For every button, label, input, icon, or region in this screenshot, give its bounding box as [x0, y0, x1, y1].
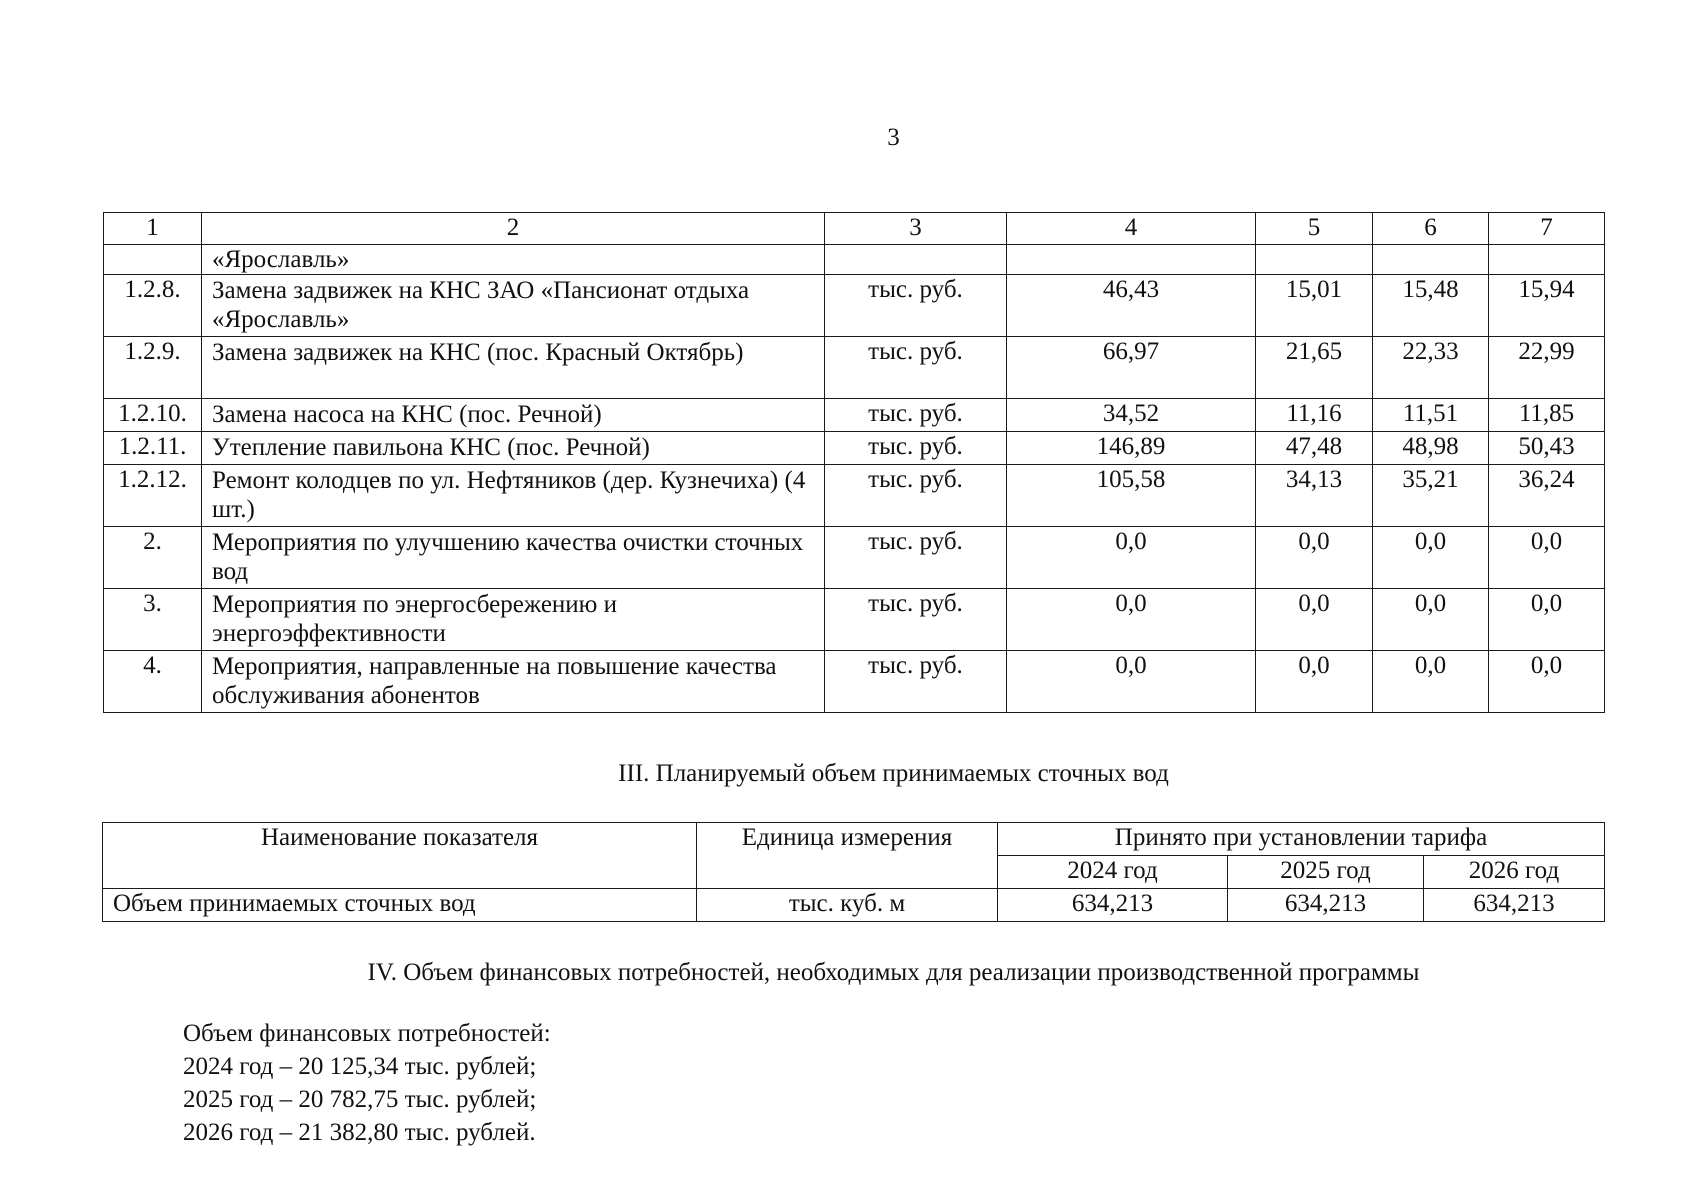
table-header-row: [104, 213, 1605, 245]
row-number: 1.2.12.: [104, 465, 202, 527]
row-value-2025: 634,213: [1228, 889, 1424, 922]
row-2025: 0,0: [1373, 651, 1489, 713]
row-2024: 0,0: [1256, 527, 1373, 589]
page-number: 3: [887, 124, 900, 151]
column-number-1: 1: [104, 213, 202, 245]
row-total: 146,89: [1007, 432, 1256, 465]
table-row: [104, 275, 1605, 337]
row-2025: 48,98: [1373, 432, 1489, 465]
row-2024: 21,65: [1256, 337, 1373, 399]
row-unit: тыс. руб.: [825, 432, 1007, 465]
table-row: [104, 337, 1605, 399]
row-name: Объем принимаемых сточных вод: [103, 889, 697, 922]
row-number: 1.2.10.: [104, 399, 202, 432]
row-unit: тыс. руб.: [825, 399, 1007, 432]
continuation-row: [104, 245, 1605, 275]
row-unit: тыс. руб.: [825, 275, 1007, 337]
row-2025: 0,0: [1373, 589, 1489, 651]
table-row: [104, 465, 1605, 527]
measures-table: [103, 212, 1605, 713]
row-2026: 15,94: [1489, 275, 1605, 337]
row-unit: тыс. куб. м: [697, 889, 998, 922]
header-year-2025: 2025 год: [1228, 856, 1424, 889]
row-2024: 15,01: [1256, 275, 1373, 337]
row-value-2026: 634,213: [1424, 889, 1605, 922]
row-unit: тыс. руб.: [825, 651, 1007, 713]
row-name: Мероприятия по энергосбережению и энергоэффективности: [202, 589, 825, 651]
row-number: 1.2.11.: [104, 432, 202, 465]
row-total: 66,97: [1007, 337, 1256, 399]
continuation-text: «Ярославль»: [202, 245, 825, 275]
row-2025: 11,51: [1373, 399, 1489, 432]
row-2024: 0,0: [1256, 651, 1373, 713]
row-total: 0,0: [1007, 651, 1256, 713]
header-year-2026: 2026 год: [1424, 856, 1605, 889]
row-total: 46,43: [1007, 275, 1256, 337]
wastewater-volume-table: [102, 822, 1605, 922]
finance-block: [183, 1017, 551, 1149]
row-number: 1.2.9.: [104, 337, 202, 399]
finance-line-2024: 2024 год – 20 125,34 тыс. рублей;: [183, 1053, 537, 1080]
header-unit: Единица измерения: [697, 823, 998, 889]
row-number: 4.: [104, 651, 202, 713]
row-name: Замена насоса на КНС (пос. Речной): [202, 399, 825, 432]
table-row: [103, 889, 1605, 922]
row-name: Утепление павильона КНС (пос. Речной): [202, 432, 825, 465]
row-2026: 0,0: [1489, 527, 1605, 589]
row-name: Замена задвижек на КНС (пос. Красный Октябрь): [202, 337, 825, 399]
row-2026: 22,99: [1489, 337, 1605, 399]
row-total: 105,58: [1007, 465, 1256, 527]
row-number: 2.: [104, 527, 202, 589]
row-total: 34,52: [1007, 399, 1256, 432]
section-3-title: III. Планируемый объем принимаемых сточных вод: [618, 760, 1169, 787]
row-2024: 0,0: [1256, 589, 1373, 651]
table-row: [104, 527, 1605, 589]
section-4-title: IV. Объем финансовых потребностей, необходимых для реализации производственной программы: [367, 959, 1420, 986]
column-number-6: 6: [1373, 213, 1489, 245]
table-header-row: [103, 823, 1605, 856]
row-value-2024: 634,213: [998, 889, 1228, 922]
row-name: Ремонт колодцев по ул. Нефтяников (дер. Кузнечиха) (4 шт.): [202, 465, 825, 527]
cell-empty: [104, 245, 202, 275]
table-row: [104, 651, 1605, 713]
row-unit: тыс. руб.: [825, 589, 1007, 651]
row-number: 3.: [104, 589, 202, 651]
table-row: [104, 589, 1605, 651]
row-2026: 0,0: [1489, 651, 1605, 713]
cell-empty: [1489, 245, 1605, 275]
table-row: [104, 432, 1605, 465]
row-2025: 35,21: [1373, 465, 1489, 527]
row-2026: 36,24: [1489, 465, 1605, 527]
header-year-2024: 2024 год: [998, 856, 1228, 889]
column-number-5: 5: [1256, 213, 1373, 245]
row-total: 0,0: [1007, 527, 1256, 589]
finance-heading: Объем финансовых потребностей:: [183, 1020, 551, 1047]
row-unit: тыс. руб.: [825, 337, 1007, 399]
header-indicator-name: Наименование показателя: [103, 823, 697, 889]
row-unit: тыс. руб.: [825, 465, 1007, 527]
cell-empty: [1373, 245, 1489, 275]
column-number-3: 3: [825, 213, 1007, 245]
cell-empty: [1007, 245, 1256, 275]
cell-empty: [825, 245, 1007, 275]
row-2026: 50,43: [1489, 432, 1605, 465]
finance-line-2026: 2026 год – 21 382,80 тыс. рублей.: [183, 1119, 536, 1146]
finance-line-2025: 2025 год – 20 782,75 тыс. рублей;: [183, 1086, 537, 1113]
row-2025: 15,48: [1373, 275, 1489, 337]
header-accepted-tariff: Принято при установлении тарифа: [998, 823, 1605, 856]
row-2024: 47,48: [1256, 432, 1373, 465]
table-row: [104, 399, 1605, 432]
row-2025: 0,0: [1373, 527, 1489, 589]
column-number-4: 4: [1007, 213, 1256, 245]
column-number-7: 7: [1489, 213, 1605, 245]
column-number-2: 2: [202, 213, 825, 245]
cell-empty: [1256, 245, 1373, 275]
row-2025: 22,33: [1373, 337, 1489, 399]
row-number: 1.2.8.: [104, 275, 202, 337]
row-total: 0,0: [1007, 589, 1256, 651]
row-unit: тыс. руб.: [825, 527, 1007, 589]
row-2026: 0,0: [1489, 589, 1605, 651]
row-name: Замена задвижек на КНС ЗАО «Пансионат отдыха «Ярославль»: [202, 275, 825, 337]
row-name: Мероприятия по улучшению качества очистки сточных вод: [202, 527, 825, 589]
row-2026: 11,85: [1489, 399, 1605, 432]
row-name: Мероприятия, направленные на повышение качества обслуживания абонентов: [202, 651, 825, 713]
row-2024: 11,16: [1256, 399, 1373, 432]
row-2024: 34,13: [1256, 465, 1373, 527]
